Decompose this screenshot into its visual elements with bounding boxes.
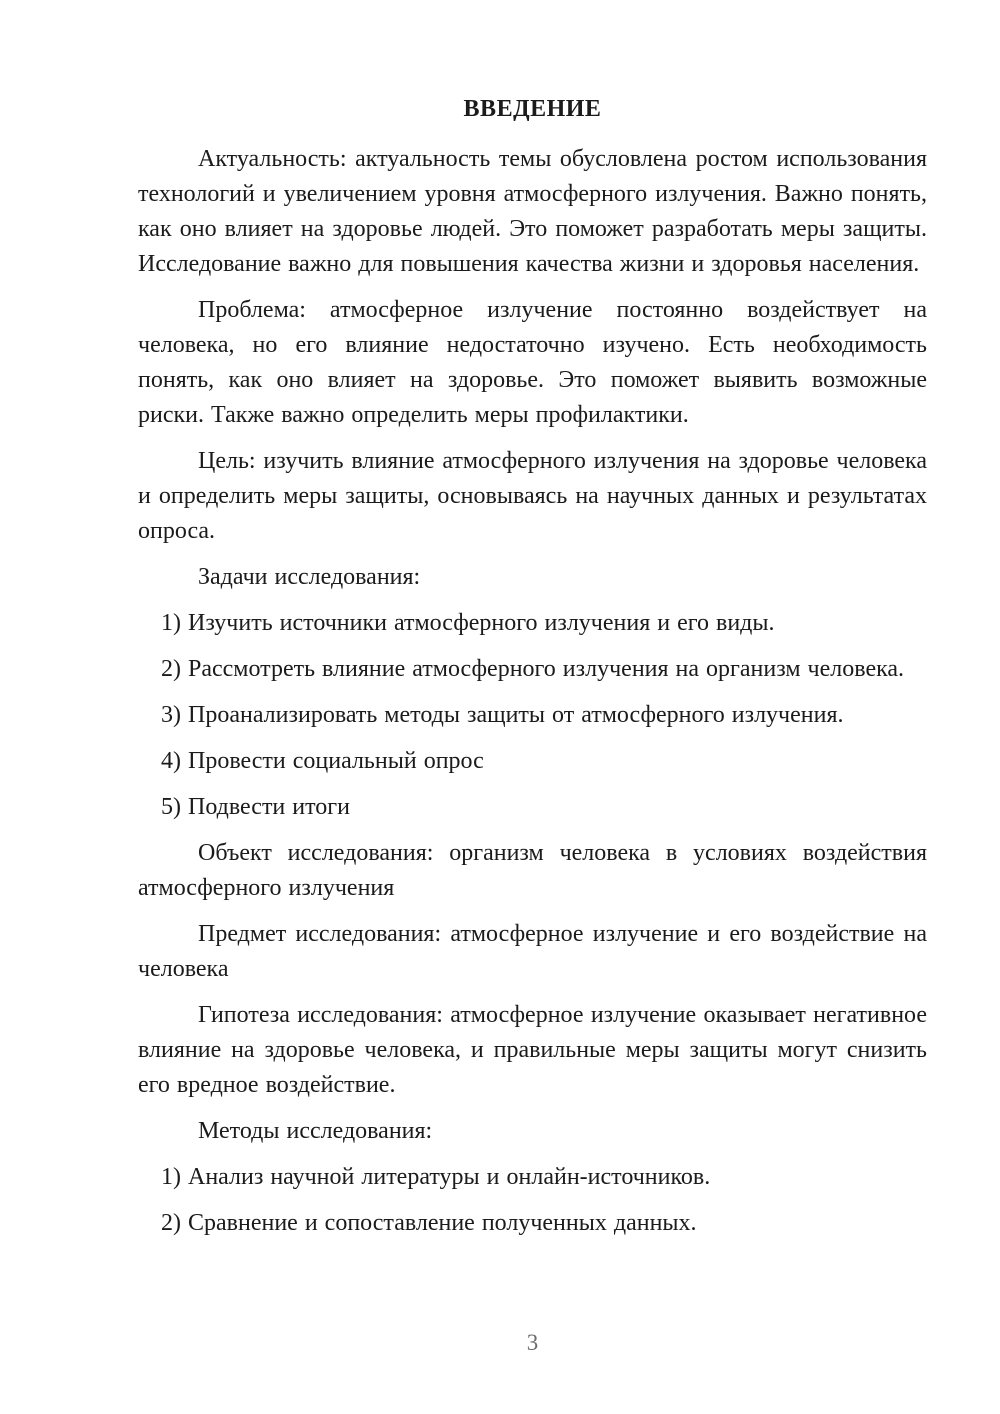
task-item-4: 4) Провести социальный опрос	[161, 748, 484, 774]
paragraph-object: Объект исследования: организм человека в условиях воздействия атмосферного излучения	[138, 840, 927, 901]
task-item-5: 5) Подвести итоги	[161, 794, 350, 820]
paragraph-goal: Цель: изучить влияние атмосферного излучения на здоровье человека и определить меры защиты, основываясь на научных данных и результатах опроса.	[138, 448, 927, 544]
document-content	[138, 92, 927, 1252]
paragraph-hypothesis: Гипотеза исследования: атмосферное излучение оказывает негативное влияние на здоровье человека, и правильные меры защиты могут снизить его вредное воздействие.	[138, 1002, 927, 1098]
paragraph-problem: Проблема: атмосферное излучение постоянно воздействует на человека, но его влияние недостаточно изучено. Есть необходимость понять, как оно влияет на здоровье. Это поможет выявить возможные риски. Также важно определить меры профилактики.	[138, 297, 927, 428]
method-item-2: 2) Сравнение и сопоставление полученных данных.	[161, 1210, 697, 1236]
methods-heading: Методы исследования:	[198, 1118, 433, 1144]
task-item-2: 2) Рассмотреть влияние атмосферного излучения на организм человека.	[161, 656, 905, 682]
page-number: 3	[526, 1330, 539, 1355]
task-item-1: 1) Изучить источники атмосферного излучения и его виды.	[161, 610, 775, 636]
task-item-3: 3) Проанализировать методы защиты от атмосферного излучения.	[161, 702, 844, 728]
tasks-heading: Задачи исследования:	[198, 564, 421, 590]
paragraph-subject: Предмет исследования: атмосферное излучение и его воздействие на человека	[138, 921, 927, 982]
paragraph-relevance: Актуальность: актуальность темы обусловлена ростом использования технологий и увеличением уровня атмосферного излучения. Важно понять, как оно влияет на здоровье людей. Это поможет разработать меры защиты. Исследование важно для повышения качества жизни и здоровья населения.	[138, 146, 927, 277]
page-title: ВВЕДЕНИЕ	[463, 96, 602, 122]
method-item-1: 1) Анализ научной литературы и онлайн-источников.	[161, 1164, 711, 1190]
